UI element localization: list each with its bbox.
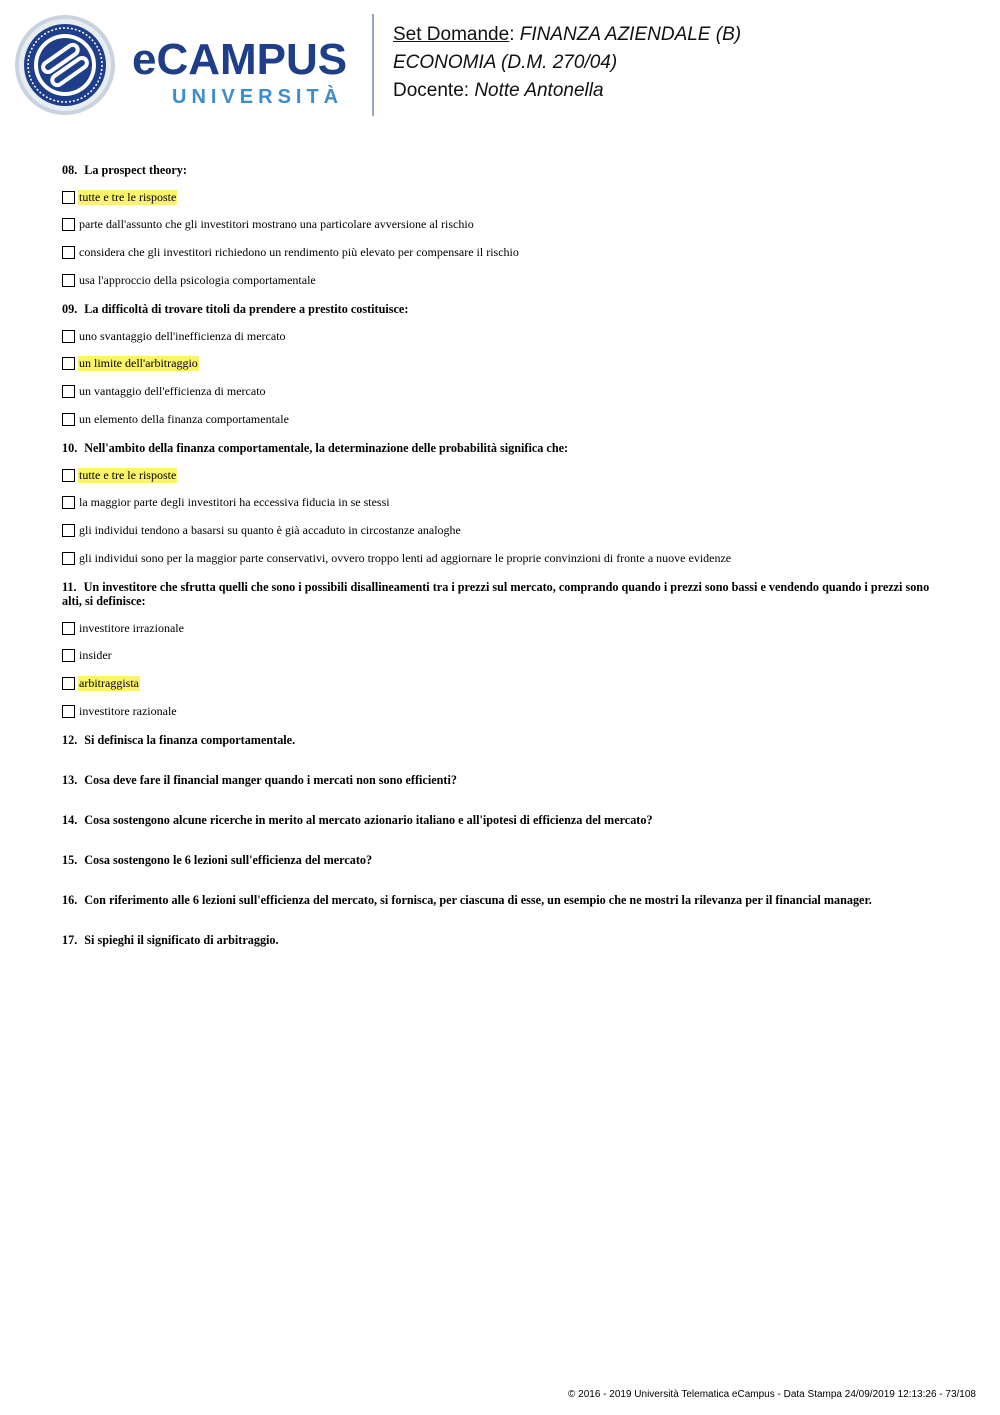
teacher-line [393,77,741,105]
set-separator: : [509,24,515,45]
question-12 [62,733,932,747]
answer-option[interactable] [62,356,932,372]
question-text: Nell'ambito della finanza comportamentale, la determinazione delle probabilità significa che: [84,441,569,456]
question-title [62,893,932,907]
answer-checkbox[interactable] [62,622,75,635]
answer-option[interactable] [62,550,932,566]
teacher-label: Docente: [393,80,470,101]
answer-checkbox[interactable] [62,469,75,482]
answer-text: tutte e tre le risposte [79,189,177,204]
answer-checkbox[interactable] [62,552,75,565]
answer-text: un vantaggio dell'efficienza di mercato [79,383,266,398]
answer-checkbox[interactable] [62,246,75,259]
question-number: 12. [62,733,78,748]
answer-option[interactable] [62,620,932,636]
answer-checkbox[interactable] [62,218,75,231]
question-title [62,733,932,747]
answer-option[interactable] [62,328,932,344]
ecampus-seal-logo [14,14,116,121]
question-number: 16. [62,893,78,908]
question-17 [62,933,932,947]
question-13 [62,773,932,787]
answer-checkbox[interactable] [62,357,75,370]
answer-checkbox[interactable] [62,705,75,718]
question-10 [62,441,932,566]
teacher-name: Notte Antonella [474,80,604,101]
question-text: Si spieghi il significato di arbitraggio. [84,933,279,948]
set-label: Set Domande [393,24,510,45]
question-title [62,163,932,177]
question-title [62,441,932,455]
question-text: Si definisca la finanza comportamentale. [84,733,296,748]
question-11 [62,580,932,719]
question-16 [62,893,932,907]
answer-option[interactable] [62,467,932,483]
answer-option[interactable] [62,495,932,511]
answer-checkbox[interactable] [62,677,75,690]
question-number: 11. [62,580,77,595]
answer-text: investitore irrazionale [79,620,184,635]
question-text: La prospect theory: [84,163,187,177]
answer-text: un limite dell'arbitraggio [79,356,198,371]
page-footer: © 2016 - 2019 Università Telematica eCampus - Data Stampa 24/09/2019 12:13:26 - 73/108 [568,1389,976,1400]
brand-wordmark: eCAMPUS [132,35,348,84]
question-09 [62,302,932,427]
answer-text: gli individui sono per la maggior parte conservativi, ovvero troppo lenti ad aggiornare le proprie convinzioni di fronte a nuove evidenze [79,550,732,565]
answer-checkbox[interactable] [62,330,75,343]
answer-option[interactable] [62,703,932,719]
answer-checkbox[interactable] [62,496,75,509]
answer-option[interactable] [62,217,932,233]
question-title [62,773,932,787]
answer-text: un elemento della finanza comportamentale [79,411,289,426]
answer-checkbox[interactable] [62,649,75,662]
question-text: Cosa sostengono alcune ricerche in merito al mercato azionario italiano e all'ipotesi di efficienza del mercato? [84,813,653,828]
question-number: 15. [62,853,78,868]
question-title [62,580,932,608]
header-info [393,21,741,105]
answer-option[interactable] [62,523,932,539]
answer-option[interactable] [62,411,932,427]
header-divider [372,14,374,116]
answer-text: arbitraggista [79,676,139,691]
header-set-line [393,21,741,49]
answer-text: la maggior parte degli investitori ha eccessiva fiducia in se stessi [79,495,390,510]
answer-option[interactable] [62,244,932,260]
answer-option[interactable] [62,189,932,205]
question-number: 13. [62,773,78,788]
answer-option[interactable] [62,272,932,288]
question-title [62,302,932,316]
answer-option[interactable] [62,383,932,399]
answer-text: gli individui tendono a basarsi su quanto è già accaduto in circostanze analoghe [79,523,461,537]
degree-name: ECONOMIA (D.M. 270/04) [393,52,618,73]
question-text: Cosa sostengono le 6 lezioni sull'efficienza del mercato? [84,853,373,868]
answer-text: parte dall'assunto che gli investitori mostrano una particolare avversione al rischio [79,217,474,232]
answer-checkbox[interactable] [62,274,75,287]
answer-text: uno svantaggio dell'inefficienza di mercato [79,328,286,343]
answer-option[interactable] [62,676,932,692]
question-title [62,813,932,827]
answer-text: tutte e tre le risposte [79,467,177,482]
course-name: FINANZA AZIENDALE (B) [519,24,742,45]
brand-subtitle: UNIVERSITÀ [172,86,344,108]
page-header [0,0,1000,130]
answer-checkbox[interactable] [62,191,75,204]
question-text: Un investitore che sfrutta quelli che sono i possibili disallineamenti tra i prezzi sul mercato, comprando quando i prezzi sono bassi e vendendo quando i prezzi sono alti, si definisce: [62,580,930,609]
question-title [62,933,932,947]
question-number: 10. [62,441,78,456]
answer-checkbox[interactable] [62,524,75,537]
answer-checkbox[interactable] [62,385,75,398]
answer-text: considera che gli investitori richiedono un rendimento più elevato per compensare il rischio [79,244,519,259]
answer-text: usa l'approccio della psicologia comportamentale [79,272,316,287]
question-number: 17. [62,933,78,948]
answer-option[interactable] [62,648,932,664]
answer-checkbox[interactable] [62,413,75,426]
question-title [62,853,932,867]
question-number: 08. [62,163,78,177]
question-text: La difficoltà di trovare titoli da prendere a prestito costituisce: [84,302,409,317]
question-text: Cosa deve fare il financial manger quando i mercati non sono efficienti? [84,773,457,788]
question-list [62,163,932,973]
question-14 [62,813,932,827]
question-number: 14. [62,813,78,828]
question-15 [62,853,932,867]
answer-text: investitore razionale [79,703,177,718]
question-08 [62,163,932,288]
answer-text: insider [79,648,112,663]
question-number: 09. [62,302,78,317]
question-text: Con riferimento alle 6 lezioni sull'efficienza del mercato, si fornisca, per ciascuna di esse, un esempio che ne mostri la rilevanza per il financial manager. [84,893,872,908]
